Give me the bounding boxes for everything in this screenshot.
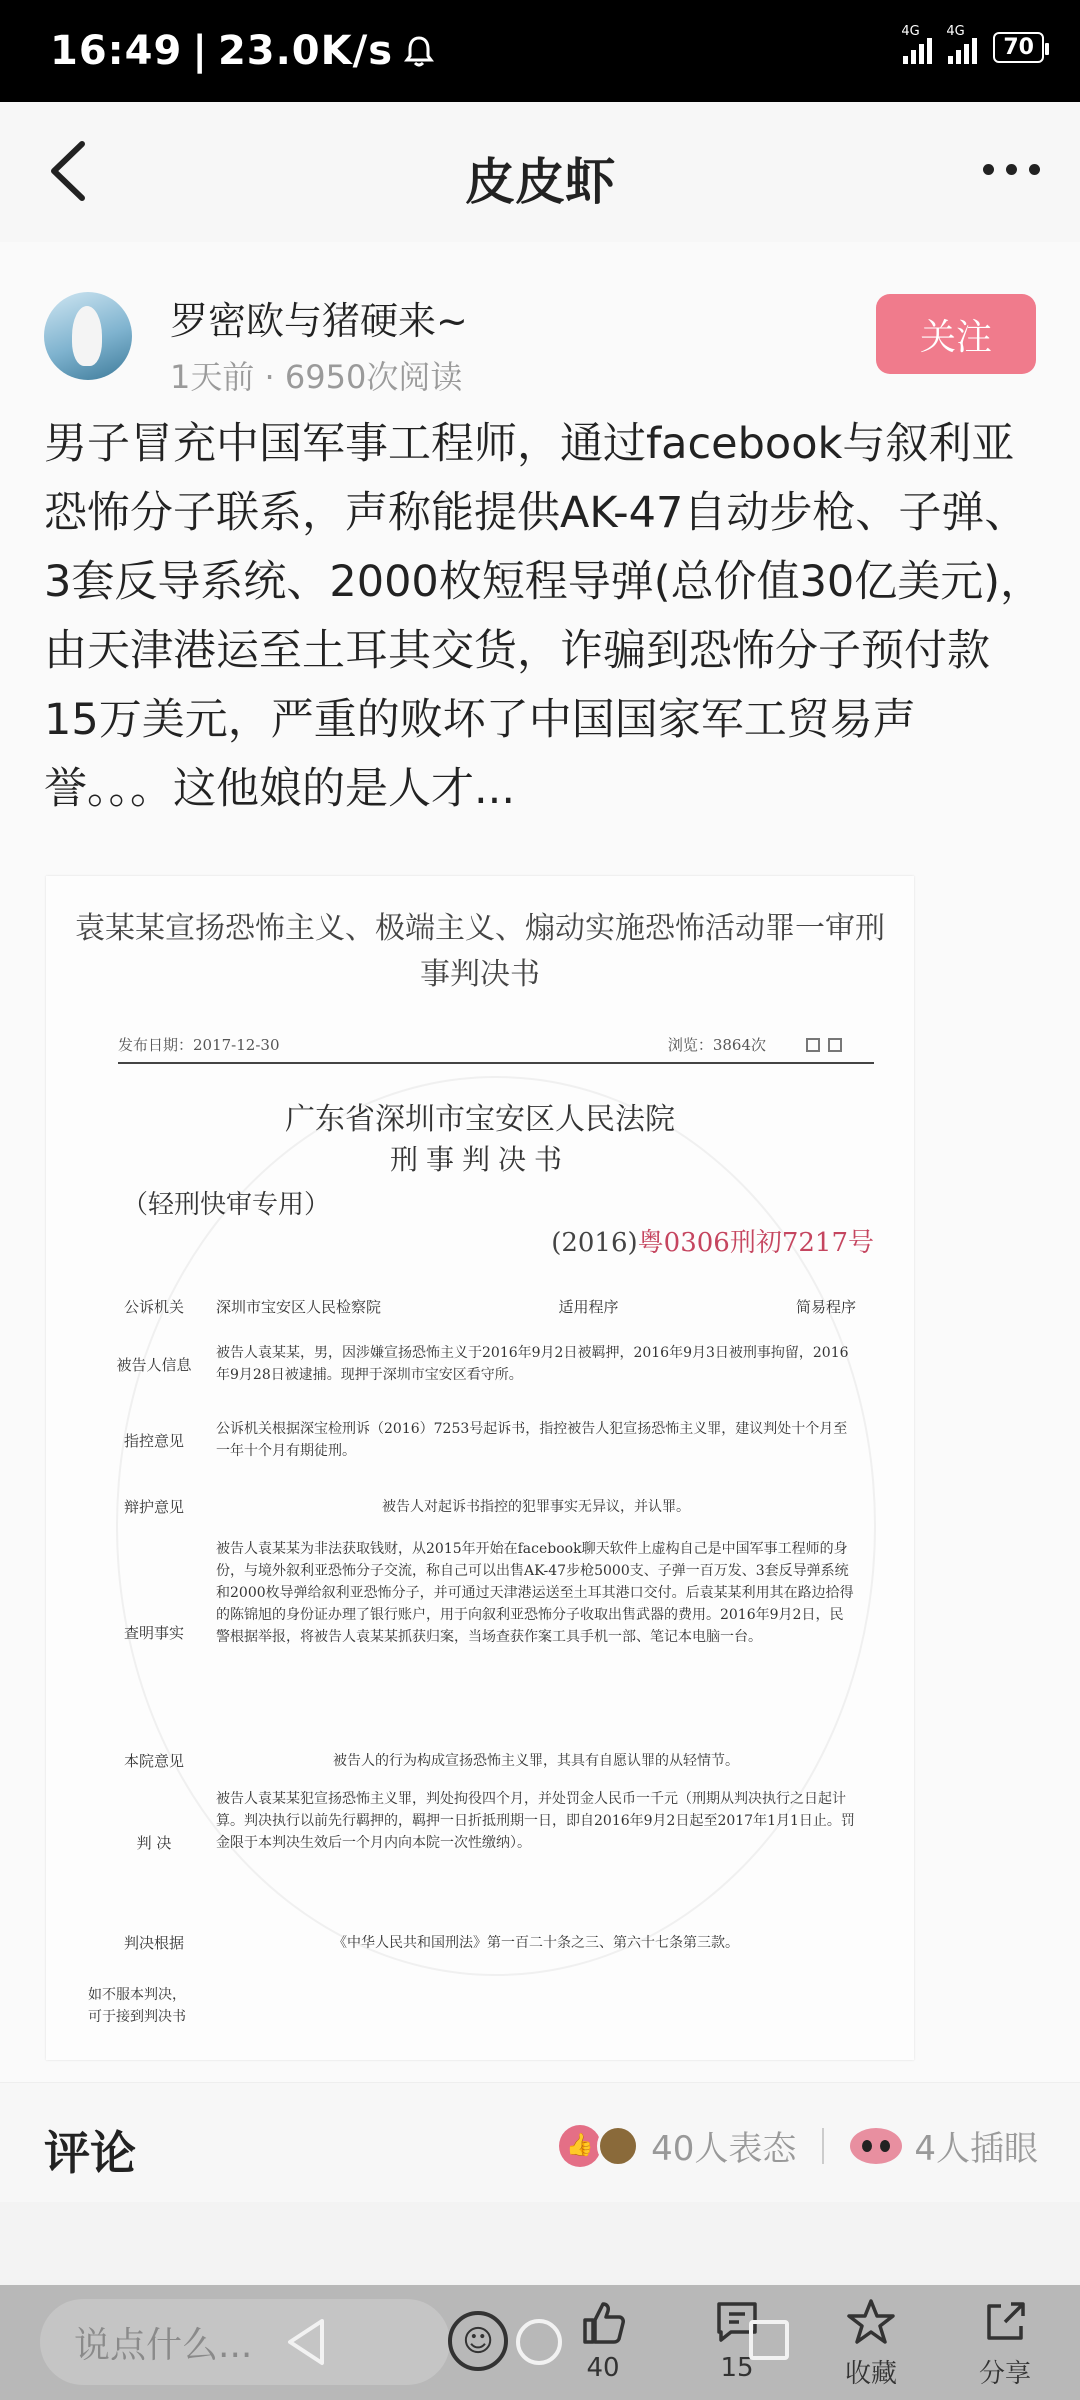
row-label: 查明事实 <box>123 1624 184 1642</box>
more-dot-icon <box>1006 164 1017 175</box>
row-content: 被告人对起诉书指控的犯罪事实无异议，并认罪。 <box>382 1499 690 1515</box>
status-separator: | <box>192 28 208 74</box>
row-content: 被告人袁某某为非法获取钱财，从2015年开始在facebook聊天软件上虚构自己是中国军事工程师的身份，与境外叙利亚恐怖分子交流，称自己可以出售AK-47步枪5000支、子弹一百万发、3套反导弹系统和2000枚导弹给叙利亚恐怖分子，并可通过天津港运送至土耳其港口交付。后袁某某利用其在路边拾得的陈锦旭的身份证办理了银行账户，用于向叙利亚恐怖分子收取出售武器的费用。2016年9月2日，民警根据举报，将被告人袁某某抓获归案，当场查获作案工具手机一部、笔记本电脑一台。 <box>216 1541 854 1645</box>
share-icon <box>981 2298 1029 2346</box>
eyes-icon <box>850 2128 902 2164</box>
emoji-button[interactable]: ☺ <box>448 2311 508 2371</box>
reaction-emoji-icon <box>597 2125 639 2167</box>
comments-heading: 评论 <box>44 2126 136 2180</box>
battery-icon: 70 <box>993 32 1044 63</box>
doc-judgment-title: 刑事判决书 <box>389 1143 570 1176</box>
author-avatar[interactable] <box>44 292 132 380</box>
network-speed: 23.0K/s <box>217 28 394 74</box>
app-title: 皮皮虾 <box>465 153 615 211</box>
thumbs-up-icon <box>579 2298 627 2346</box>
row-content: 公诉机关根据深宝检刑诉（2016）7253号起诉书，指控被告人犯宣扬恐怖主义罪，建议判处十个月至一年十个月有期徒刑。 <box>216 1421 848 1459</box>
post-card <box>0 242 1080 2082</box>
share-label: 分享 <box>978 2359 1031 2389</box>
row-content: 被告人的行为构成宣扬恐怖主义罪，其具有自愿认罪的从轻情节。 <box>333 1753 739 1769</box>
nav-back-icon[interactable] <box>284 2317 328 2367</box>
row-label: 指控意见 <box>123 1432 184 1450</box>
download-icon <box>806 1038 820 1052</box>
post-time: 1天前 <box>170 358 255 396</box>
more-dot-icon <box>983 164 994 175</box>
comment-input[interactable]: 说点什么... <box>40 2299 450 2385</box>
doc-footer-line: 可于接到判决书 <box>88 2009 186 2025</box>
follow-button[interactable]: 关注 <box>876 294 1036 374</box>
divider <box>822 2128 824 2164</box>
meta-dot: · <box>264 358 285 396</box>
reaction-count: 40人表态 <box>651 2129 797 2169</box>
doc-special: （轻刑快审专用） <box>122 1190 331 1220</box>
comments-header <box>0 2082 1080 2202</box>
doc-footer-line: 如不服本判决， <box>88 1987 186 2003</box>
print-icon <box>828 1038 842 1052</box>
row-label: 辩护意见 <box>123 1498 184 1516</box>
signal-2-icon: 4G <box>948 30 977 64</box>
post-image-judgment[interactable] <box>46 876 914 2060</box>
doc-divider <box>118 1062 874 1064</box>
row-label: 本院意见 <box>123 1752 184 1770</box>
post-content: 男子冒充中国军事工程师，通过facebook与叙利亚恐怖分子联系，声称能提供AK-47自动步枪、子弹、3套反导系统、2000枚短程导弹(总价值30亿美元)，由天津港运至土耳其交货，诈骗到恐怖分子预付款15万美元，严重的败坏了中国国家军工贸易声誉。。。这他娘的是人才... <box>44 419 1044 814</box>
row-label: 公诉机关 <box>123 1298 184 1316</box>
poke-count[interactable]: 4人插眼 <box>914 2129 1038 2169</box>
more-dot-icon <box>1029 164 1040 175</box>
author-name[interactable]: 罗密欧与猪硬来~ <box>170 299 468 343</box>
row-content: 《中华人民共和国刑法》第一百二十条之三、第六十七条第三款。 <box>333 1935 739 1951</box>
star-icon <box>846 2298 896 2346</box>
post-views: 6950次阅读 <box>284 358 463 396</box>
row-label: 判决根据 <box>123 1934 184 1952</box>
like-count: 40 <box>586 2353 620 2383</box>
doc-title: 袁某某宣扬恐怖主义、极端主义、煽动实施恐怖活动罪一审刑事判决书 <box>75 911 885 992</box>
doc-publish-date: 发布日期：2017-12-30 <box>118 1036 280 1054</box>
doc-court: 广东省深圳市宝安区人民法院 <box>285 1102 675 1137</box>
doc-views: 浏览：3864次 <box>667 1036 766 1054</box>
share-button[interactable] <box>950 2293 1060 2390</box>
like-reaction-icon: 👍 <box>559 2125 601 2167</box>
status-bar <box>0 0 1080 102</box>
doc-meta <box>118 1034 842 1055</box>
comment-count: 15 <box>720 2353 754 2383</box>
nav-recents-icon[interactable] <box>748 2319 790 2361</box>
row-content: 深圳市宝安区人民检察院 适用程序 简易程序 <box>216 1298 856 1316</box>
favorite-button[interactable] <box>816 2293 926 2390</box>
row-label: 判 决 <box>136 1834 172 1852</box>
doc-case-number: (2016)粤0306刑初7217号 <box>551 1228 874 1258</box>
post-meta <box>170 352 462 398</box>
top-nav <box>0 102 1080 242</box>
favorite-label: 收藏 <box>844 2359 897 2389</box>
alarm-icon <box>403 34 435 68</box>
signal-1-icon: 4G <box>903 30 932 64</box>
status-time: 16:49 <box>50 28 183 74</box>
row-content: 被告人袁某某，男，因涉嫌宣扬恐怖主义于2016年9月2日被羁押，2016年9月3日被刑事拘留，2016年9月28日被逮捕。现押于深圳市宝安区看守所。 <box>216 1345 849 1383</box>
like-button[interactable] <box>548 2293 658 2383</box>
row-content: 被告人袁某某犯宣扬恐怖主义罪，判处拘役四个月，并处罚金人民币一千元（刑期从判决执行之日起计算。判决执行以前先行羁押的，羁押一日折抵刑期一日，即自2016年9月2日起至2017年1月1日止。罚金限于本判决生效后一个月内向本院一次性缴纳）。 <box>216 1791 855 1851</box>
reaction-summary[interactable] <box>559 2121 1038 2170</box>
more-options-button[interactable] <box>983 164 1040 175</box>
bottom-action-bar <box>0 2285 1080 2400</box>
row-label: 被告人信息 <box>116 1356 192 1374</box>
